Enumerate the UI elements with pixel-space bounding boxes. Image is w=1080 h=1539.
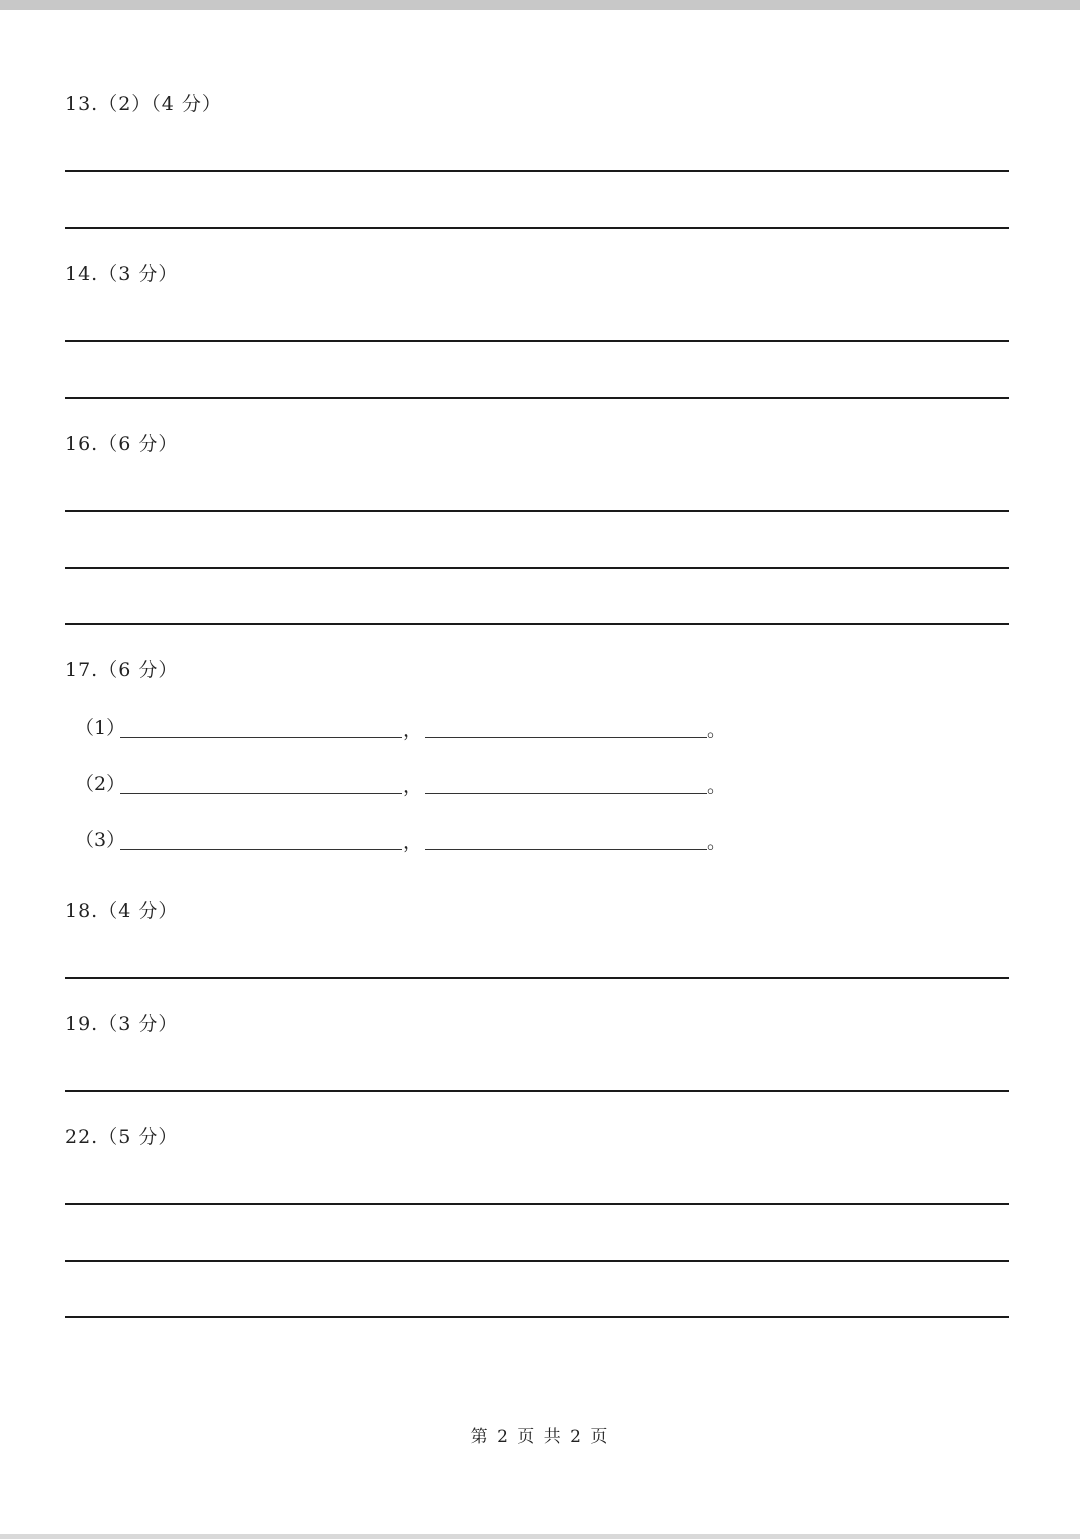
answer-line[interactable] [65, 977, 1009, 979]
q17-part-3-blank-b[interactable] [425, 849, 707, 850]
page-number-footer: 第 2 页 共 2 页 [470, 1427, 610, 1447]
answer-line[interactable] [65, 1260, 1009, 1262]
q17-part-1-blank-a[interactable] [120, 737, 402, 738]
question-16-label: 16.（6 分） [65, 433, 179, 455]
q17-part-2-label: （2） [75, 773, 126, 795]
comma-separator: ， [403, 775, 423, 797]
answer-line[interactable] [65, 510, 1009, 512]
answer-line[interactable] [65, 397, 1009, 399]
answer-line[interactable] [65, 567, 1009, 569]
question-13-label: 13.（2）（4 分） [65, 93, 222, 115]
question-14-label: 14.（3 分） [65, 263, 179, 285]
q17-part-3-label: （3） [75, 829, 126, 851]
question-18-label: 18.（4 分） [65, 900, 179, 922]
q17-part-1-label: （1） [75, 717, 126, 739]
bottom-scan-border [0, 1534, 1080, 1539]
full-stop: 。 [707, 719, 727, 741]
q17-part-1-blank-b[interactable] [425, 737, 707, 738]
answer-line[interactable] [65, 1203, 1009, 1205]
answer-line[interactable] [65, 170, 1009, 172]
answer-line[interactable] [65, 227, 1009, 229]
comma-separator: ， [403, 719, 423, 741]
answer-line[interactable] [65, 623, 1009, 625]
question-19-label: 19.（3 分） [65, 1013, 179, 1035]
answer-line[interactable] [65, 1090, 1009, 1092]
q17-part-2-blank-a[interactable] [120, 793, 402, 794]
full-stop: 。 [707, 831, 727, 853]
comma-separator: ， [403, 831, 423, 853]
answer-line[interactable] [65, 340, 1009, 342]
question-22-label: 22.（5 分） [65, 1126, 179, 1148]
answer-line[interactable] [65, 1316, 1009, 1318]
top-scan-border [0, 0, 1080, 10]
full-stop: 。 [707, 775, 727, 797]
q17-part-2-blank-b[interactable] [425, 793, 707, 794]
question-17-label: 17.（6 分） [65, 659, 179, 681]
q17-part-3-blank-a[interactable] [120, 849, 402, 850]
